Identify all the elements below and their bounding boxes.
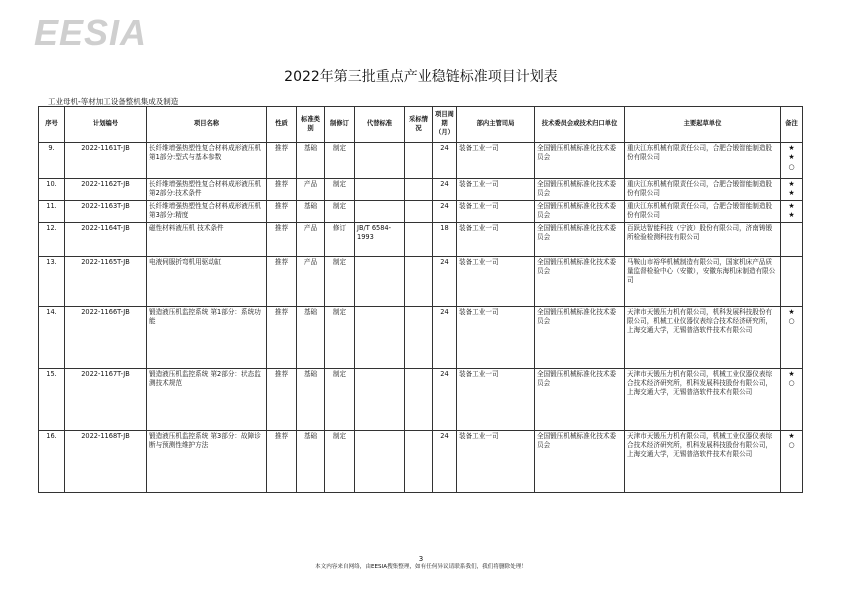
table-body (39, 143, 803, 493)
cell-drafter: 百跃达智能科技（宁波）股份有限公司，济南铸锻所检验检测科技有限公司 (625, 223, 781, 257)
cell-no: 14. (39, 307, 65, 369)
cell-kind: 基础 (297, 431, 325, 493)
cell-name: 长纤维增强热塑性复合材料成形液压机 第3部分:精度 (147, 201, 267, 223)
column-header: 序号 (39, 107, 65, 143)
cell-nature: 推荐 (267, 431, 297, 493)
cell-kind: 基础 (297, 201, 325, 223)
cell-dept: 装备工业一司 (457, 369, 535, 431)
cell-dept: 装备工业一司 (457, 223, 535, 257)
cell-nature: 推荐 (267, 223, 297, 257)
cell-rev: 制定 (325, 257, 355, 307)
cell-period: 24 (433, 431, 457, 493)
cell-rev: 制定 (325, 307, 355, 369)
cell-rev: 修订 (325, 223, 355, 257)
eesia-logo: EESIA (34, 12, 148, 53)
cell-tc: 全国锻压机械标准化技术委员会 (535, 369, 625, 431)
cell-name: 电液伺服折弯机用驱动缸 (147, 257, 267, 307)
cell-drafter: 天津市天锻压力机有限公司，机械工业仪器仪表综合技术经济研究所，机科发展科技股份有限公司，上海交通大学，无锡普洛软件技术有限公司 (625, 369, 781, 431)
cell-rev: 制定 (325, 179, 355, 201)
cell-dept: 装备工业一司 (457, 431, 535, 493)
cell-nature: 推荐 (267, 257, 297, 307)
cell-tc: 全国锻压机械标准化技术委员会 (535, 201, 625, 223)
column-header: 制修订 (325, 107, 355, 143)
column-header: 计划编号 (65, 107, 147, 143)
cell-nature: 推荐 (267, 307, 297, 369)
cell-adopt (405, 369, 433, 431)
cell-name: 锻造液压机监控系统 第1部分：系统功能 (147, 307, 267, 369)
cell-drafter: 重庆江东机械有限责任公司，合肥合锻智能制造股份有限公司 (625, 201, 781, 223)
cell-name: 磁性材料液压机 技术条件 (147, 223, 267, 257)
cell-rev: 制定 (325, 369, 355, 431)
column-header: 标准类别 (297, 107, 325, 143)
cell-notes: ★ ★ (781, 179, 803, 201)
cell-plan: 2022-1162T-JB (65, 179, 147, 201)
column-header: 备注 (781, 107, 803, 143)
cell-dept: 装备工业一司 (457, 179, 535, 201)
column-header: 性质 (267, 107, 297, 143)
cell-kind: 产品 (297, 179, 325, 201)
cell-name: 长纤维增强热塑性复合材料成形液压机 第2部分:技术条件 (147, 179, 267, 201)
column-header: 部内主管司局 (457, 107, 535, 143)
table-row (39, 257, 803, 307)
cell-period: 24 (433, 369, 457, 431)
cell-plan: 2022-1163T-JB (65, 201, 147, 223)
cell-drafter: 天津市天锻压力机有限公司，机械工业仪器仪表综合技术经济研究所，机科发展科技股份有限公司，上海交通大学，无锡普洛软件技术有限公司 (625, 431, 781, 493)
table-row (39, 223, 803, 257)
cell-drafter: 天津市天锻压力机有限公司，机科发展科技股份有限公司，机械工业仪器仪表综合技术经济研究所，上海交通大学，无锡普洛软件技术有限公司 (625, 307, 781, 369)
cell-plan: 2022-1165T-JB (65, 257, 147, 307)
cell-replace (355, 201, 405, 223)
category-label: 工业母机-等材加工设备整机集成及制造 (48, 97, 179, 106)
cell-rev: 制定 (325, 143, 355, 179)
cell-no: 12. (39, 223, 65, 257)
cell-name: 锻造液压机监控系统 第3部分：故障诊断与预测性维护方法 (147, 431, 267, 493)
cell-plan: 2022-1166T-JB (65, 307, 147, 369)
column-header: 代替标准 (355, 107, 405, 143)
cell-notes: ★ ○ (781, 431, 803, 493)
table-row (39, 201, 803, 223)
cell-nature: 推荐 (267, 143, 297, 179)
cell-adopt (405, 179, 433, 201)
cell-notes (781, 223, 803, 257)
cell-kind: 基础 (297, 143, 325, 179)
cell-drafter: 重庆江东机械有限责任公司，合肥合锻智能制造股份有限公司 (625, 179, 781, 201)
table-header-row (39, 107, 803, 143)
cell-period: 24 (433, 179, 457, 201)
cell-replace (355, 257, 405, 307)
column-header: 项目周期（月） (433, 107, 457, 143)
cell-notes (781, 257, 803, 307)
cell-drafter: 马鞍山市裕华机械制造有限公司，国家机床产品质量监督检验中心（安徽），安徽东海机床制造有限公司 (625, 257, 781, 307)
cell-adopt (405, 307, 433, 369)
cell-drafter: 重庆江东机械有限责任公司，合肥合锻智能制造股份有限公司 (625, 143, 781, 179)
cell-tc: 全国锻压机械标准化技术委员会 (535, 257, 625, 307)
table-row (39, 307, 803, 369)
standards-table (38, 106, 803, 493)
cell-no: 16. (39, 431, 65, 493)
cell-plan: 2022-1168T-JB (65, 431, 147, 493)
cell-notes: ★ ★ ○ (781, 143, 803, 179)
page-title: 2022年第三批重点产业稳链标准项目计划表 (284, 69, 558, 85)
table-row (39, 143, 803, 179)
table-row (39, 431, 803, 493)
cell-tc: 全国锻压机械标准化技术委员会 (535, 307, 625, 369)
cell-kind: 基础 (297, 307, 325, 369)
cell-adopt (405, 431, 433, 493)
cell-replace (355, 179, 405, 201)
cell-notes: ★ ○ (781, 369, 803, 431)
cell-tc: 全国锻压机械标准化技术委员会 (535, 223, 625, 257)
cell-nature: 推荐 (267, 179, 297, 201)
cell-kind: 基础 (297, 369, 325, 431)
footer-disclaimer: 本文内容来自网络，由EESIA搜集整理，如有任何异议请联系我们，我们将删除处理！ (315, 564, 527, 570)
cell-tc: 全国锻压机械标准化技术委员会 (535, 143, 625, 179)
cell-kind: 产品 (297, 257, 325, 307)
cell-no: 13. (39, 257, 65, 307)
cell-replace (355, 307, 405, 369)
cell-no: 15. (39, 369, 65, 431)
cell-dept: 装备工业一司 (457, 143, 535, 179)
cell-replace: JB/T 6584-1993 (355, 223, 405, 257)
cell-plan: 2022-1167T-JB (65, 369, 147, 431)
cell-kind: 产品 (297, 223, 325, 257)
cell-dept: 装备工业一司 (457, 257, 535, 307)
column-header: 项目名称 (147, 107, 267, 143)
cell-period: 24 (433, 307, 457, 369)
cell-nature: 推荐 (267, 201, 297, 223)
cell-rev: 制定 (325, 201, 355, 223)
cell-period: 24 (433, 143, 457, 179)
cell-nature: 推荐 (267, 369, 297, 431)
cell-tc: 全国锻压机械标准化技术委员会 (535, 431, 625, 493)
cell-no: 9. (39, 143, 65, 179)
cell-plan: 2022-1161T-JB (65, 143, 147, 179)
cell-adopt (405, 257, 433, 307)
cell-adopt (405, 143, 433, 179)
table-row (39, 179, 803, 201)
cell-tc: 全国锻压机械标准化技术委员会 (535, 179, 625, 201)
cell-notes: ★ ★ (781, 201, 803, 223)
cell-no: 10. (39, 179, 65, 201)
cell-dept: 装备工业一司 (457, 307, 535, 369)
cell-rev: 制定 (325, 431, 355, 493)
cell-plan: 2022-1164T-JB (65, 223, 147, 257)
cell-replace (355, 369, 405, 431)
column-header: 技术委员会或技术归口单位 (535, 107, 625, 143)
column-header: 采标情况 (405, 107, 433, 143)
table-row (39, 369, 803, 431)
page-number: 3 (418, 555, 424, 563)
column-header: 主要起草单位 (625, 107, 781, 143)
cell-adopt (405, 201, 433, 223)
cell-period: 24 (433, 201, 457, 223)
cell-period: 18 (433, 223, 457, 257)
cell-dept: 装备工业一司 (457, 201, 535, 223)
cell-name: 锻造液压机监控系统 第2部分：状态监测技术规范 (147, 369, 267, 431)
cell-name: 长纤维增强热塑性复合材料成形液压机 第1部分:型式与基本参数 (147, 143, 267, 179)
cell-no: 11. (39, 201, 65, 223)
cell-period: 24 (433, 257, 457, 307)
cell-replace (355, 431, 405, 493)
cell-adopt (405, 223, 433, 257)
cell-notes: ★ ○ (781, 307, 803, 369)
cell-replace (355, 143, 405, 179)
